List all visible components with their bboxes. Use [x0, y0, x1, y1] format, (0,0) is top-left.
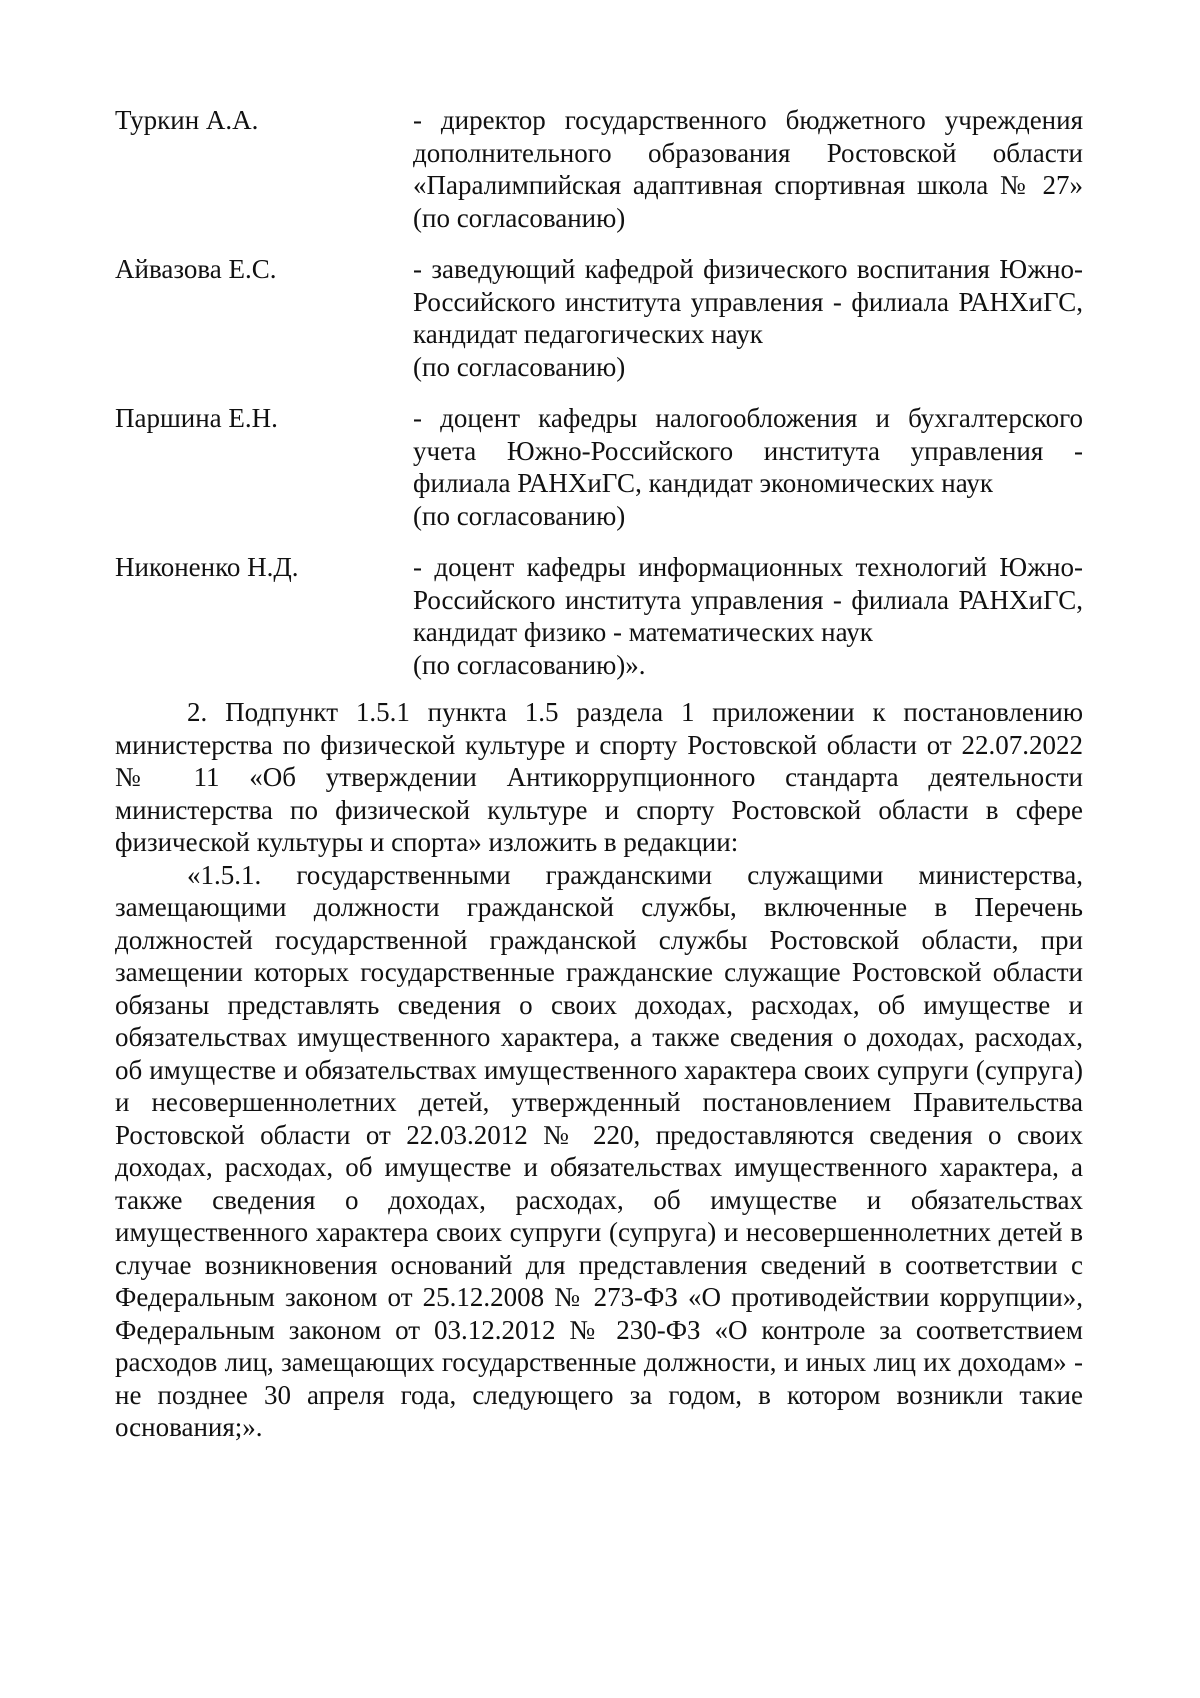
- member-name: Туркин А.А.: [115, 105, 259, 135]
- member-role-note: (по согласованию)».: [413, 649, 646, 680]
- commission-members-list: [115, 104, 1083, 700]
- paragraph-subitem-1-5-1: «1.5.1. государственными гражданскими служащими министерства, замещающими должности гражданской службы, включенные в Перечень должностей государственной гражданской службы Ростовской области, при замещении которых государственные гражданские служащие Ростовской области обязаны представлять сведения о своих доходах, расходах, об имуществе и обязательствах имущественного характера, а также сведения о доходах, расходах, об имуществе и обязательствах имущественного характера своих супруги (супруга) и несовершеннолетних детей, утвержденный постановлением Правительства Ростовской области от 22.03.2012 № 220, предоставляются сведения о своих доходах, расходах, об имуществе и обязательствах имущественного характера, а также сведения о доходах, расходах, об имуществе и обязательствах имущественного характера своих супруги (супруга) и несовершеннолетних детей в случае возникновения оснований для представления сведений в соответствии с Федеральным законом от 25.12.2008 № 273-ФЗ «О противодействии коррупции», Федеральным законом от 03.12.2012 № 230-ФЗ «О контроле за соответствием расходов лиц, замещающих государственные должности, и иных лиц их доходам» - не позднее 30 апреля года, следующего за годом, в котором возникли такие основания;».: [115, 859, 1083, 1442]
- member-row: [115, 253, 1083, 383]
- member-role-note: (по согласованию): [413, 351, 626, 382]
- member-name: Никоненко Н.Д.: [115, 552, 299, 582]
- member-role: [413, 551, 1083, 681]
- member-name: Айвазова Е.С.: [115, 254, 277, 284]
- member-role-text: - доцент кафедры информационных технологий Южно-Российского института управления - филиала РАНХиГС, кандидат физико - математических наук: [413, 552, 1083, 647]
- member-role: [413, 402, 1083, 532]
- member-row: [115, 551, 1083, 681]
- document-body: [115, 696, 1083, 1444]
- member-role-text: - доцент кафедры налогообложения и бухгалтерского учета Южно-Российского института управления - филиала РАНХиГС, кандидат экономических наук: [413, 403, 1083, 498]
- member-role-note: (по согласованию): [413, 500, 626, 531]
- paragraph-item-2: 2. Подпункт 1.5.1 пункта 1.5 раздела 1 приложении к постановлению министерства по физической культуре и спорту Ростовской области от 22.07.2022 № 11 «Об утверждении Антикоррупционного стандарта деятельности министерства по физической культуре и спорту Ростовской области в сфере физической культуры и спорта» изложить в редакции:: [115, 697, 1083, 857]
- member-row: [115, 104, 1083, 234]
- member-role: - директор государственного бюджетного учреждения дополнительного образования Ростовской области «Паралимпийская адаптивная спортивная школа № 27» (по согласованию): [413, 105, 1083, 233]
- member-role: [413, 253, 1083, 383]
- member-name: Паршина Е.Н.: [115, 403, 278, 433]
- member-role-text: - заведующий кафедрой физического воспитания Южно-Российского института управления - филиала РАНХиГС, кандидат педагогических наук: [413, 254, 1083, 349]
- member-row: [115, 402, 1083, 532]
